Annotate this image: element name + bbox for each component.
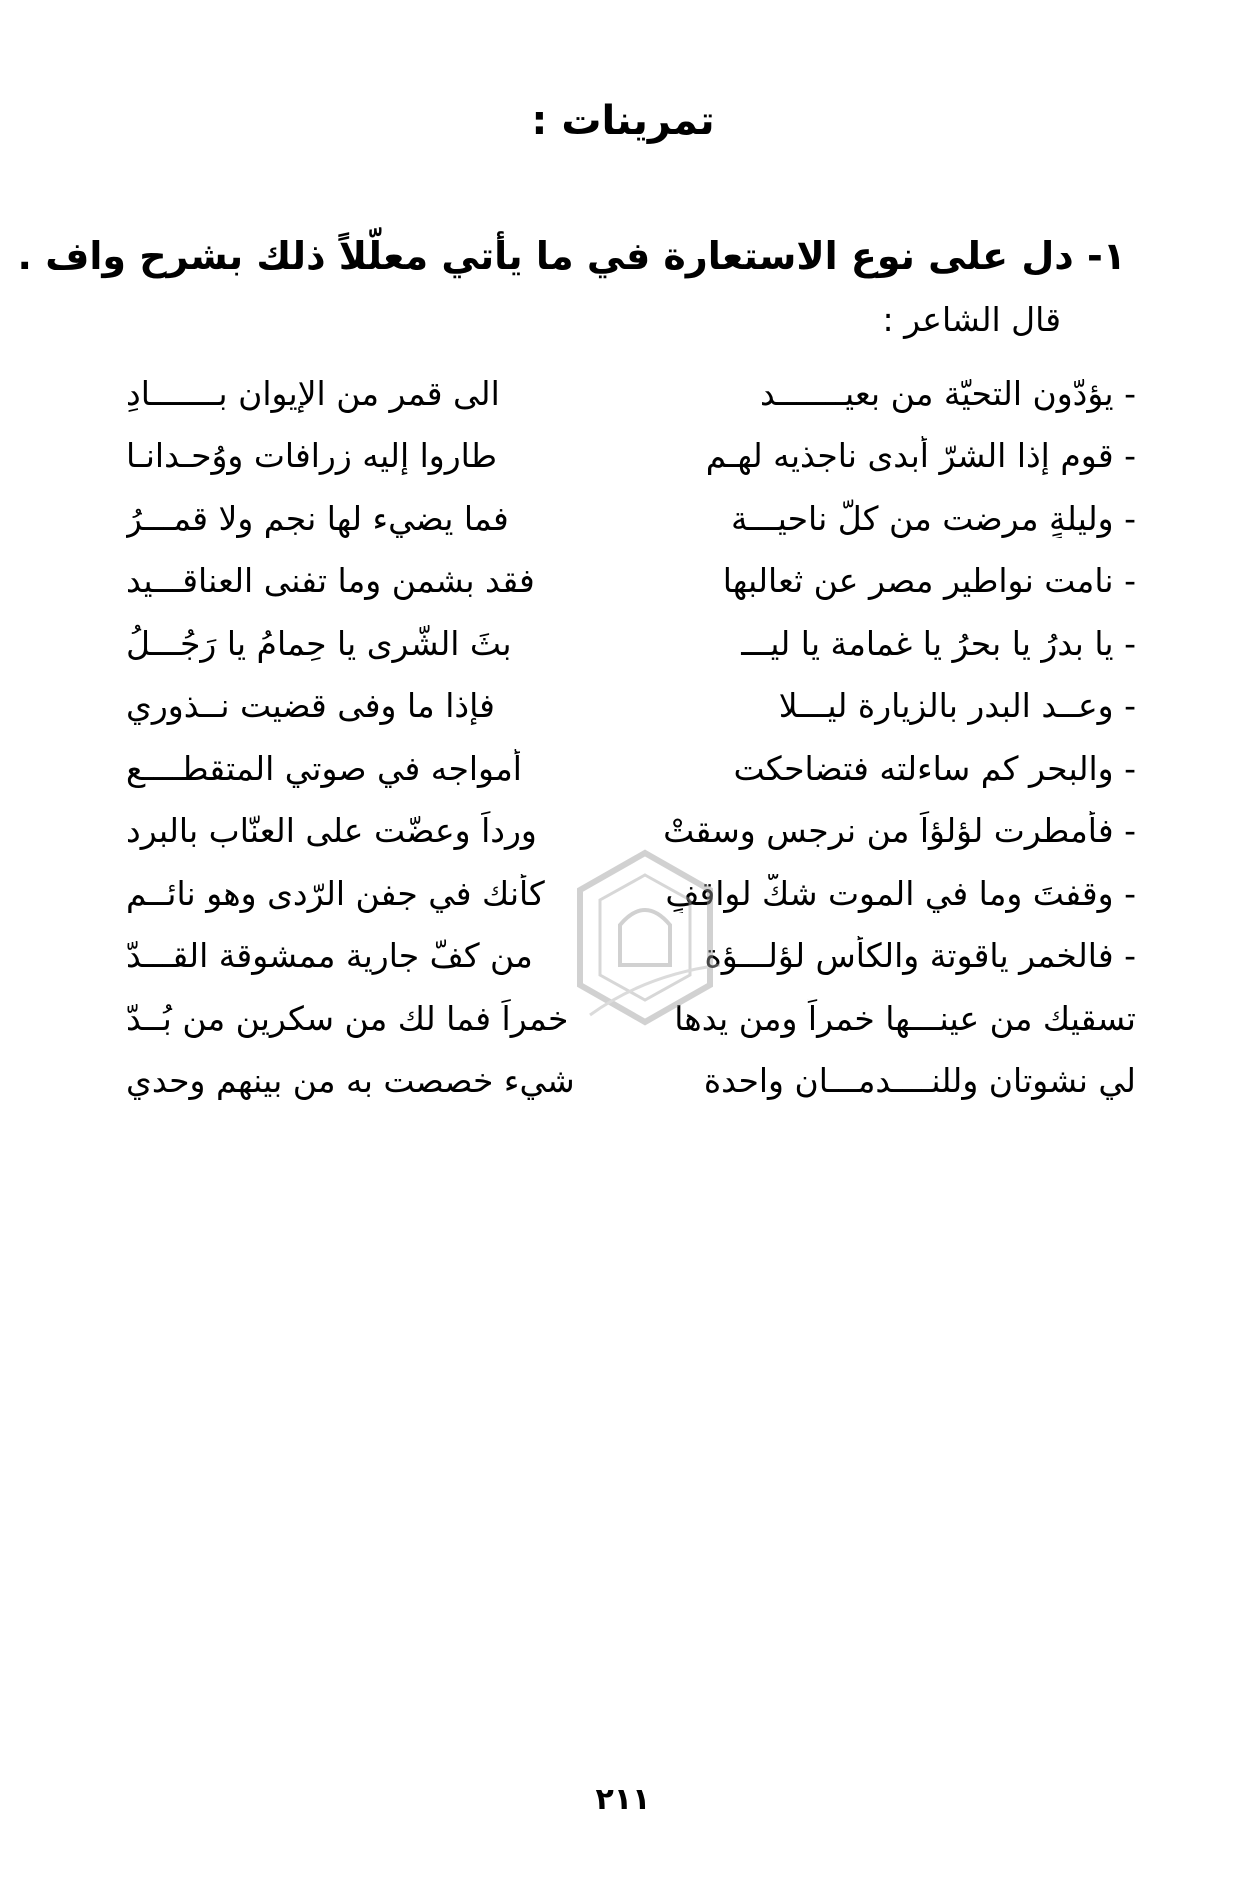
verse-second-hemistich: فإذا ما وفى قضيت نــذوري xyxy=(126,686,495,726)
verse-second-hemistich: من كفّ جارية ممشوقة القـــدّ xyxy=(126,936,533,976)
verse-second-hemistich: أمواجه في صوتي المتقطــــع xyxy=(126,748,522,788)
verse-second-hemistich: طاروا إليه زرافات ووُحـدانـا xyxy=(126,436,497,476)
verse-first-hemistich: - يا بدرُ يا بحرُ يا غمامة يا ليـــ xyxy=(741,623,1136,663)
page-title: تمرينات : xyxy=(531,98,715,144)
verse-line xyxy=(126,425,1136,488)
verse-first-hemistich: - فالخمر ياقوتة والكأس لؤلـــؤة xyxy=(704,936,1136,976)
verse-line xyxy=(126,675,1136,738)
exercise-heading: ١- دل على نوع الاستعارة في ما يأتي معلّلاً ذلك بشرح واف . xyxy=(17,234,1126,278)
library-stamp-watermark xyxy=(560,845,730,1030)
verse-second-hemistich: شيء خصصت به من بينهم وحدي xyxy=(126,1061,575,1101)
verse-second-hemistich: فقد بشمن وما تفنى العناقـــيد xyxy=(126,561,535,601)
verse-second-hemistich: خمراً فما لك من سكرين من بُــدّ xyxy=(126,998,569,1038)
verse-line xyxy=(126,1050,1136,1113)
verse-first-hemistich: - يؤدّون التحيّة من بعيـــــــد xyxy=(760,373,1136,413)
verse-first-hemistich: تسقيك من عينـــها خمراً ومن يدها xyxy=(674,998,1136,1038)
poet-intro: قال الشاعر : xyxy=(882,300,1061,339)
verse-line xyxy=(126,737,1136,800)
verse-second-hemistich: بثَ الشّرى يا حِمامُ يا رَجُـــلُ xyxy=(126,623,512,663)
verse-first-hemistich: - قوم إذا الشرّ أبدى ناجذيه لهـم xyxy=(705,436,1136,476)
verse-first-hemistich: - نامت نواطير مصر عن ثعالبها xyxy=(722,561,1136,601)
verse-first-hemistich: لي نشوتان وللنــــدمـــان واحدة xyxy=(703,1061,1136,1101)
verse-second-hemistich: ورداً وعضّت على العنّاب بالبرد xyxy=(126,811,537,851)
verse-second-hemistich: الى قمرٍ من الإيوان بـــــــادِ xyxy=(126,373,500,413)
verse-first-hemistich: - وليلةٍ مرضت من كلّ ناحيـــة xyxy=(730,498,1136,538)
verse-line xyxy=(126,487,1136,550)
page-number: ٢١١ xyxy=(595,1782,651,1817)
verse-first-hemistich: - وقفتَ وما في الموت شكٌّ لواقفٍ xyxy=(665,873,1136,913)
verse-first-hemistich: - والبحر كم ساءلته فتضاحكت xyxy=(733,748,1136,788)
verse-second-hemistich: كأنك في جفن الرّدى وهو نائــم xyxy=(126,873,545,913)
verse-first-hemistich: - وعــد البدر بالزيارة ليـــلا xyxy=(778,686,1136,726)
verse-line xyxy=(126,362,1136,425)
verse-line xyxy=(126,550,1136,613)
verse-second-hemistich: فما يضيء لها نجم ولا قمـــرُ xyxy=(126,498,509,538)
verse-line xyxy=(126,612,1136,675)
verse-first-hemistich: - فأمطرت لؤلؤاً من نرجس وسقتْ xyxy=(663,811,1136,851)
